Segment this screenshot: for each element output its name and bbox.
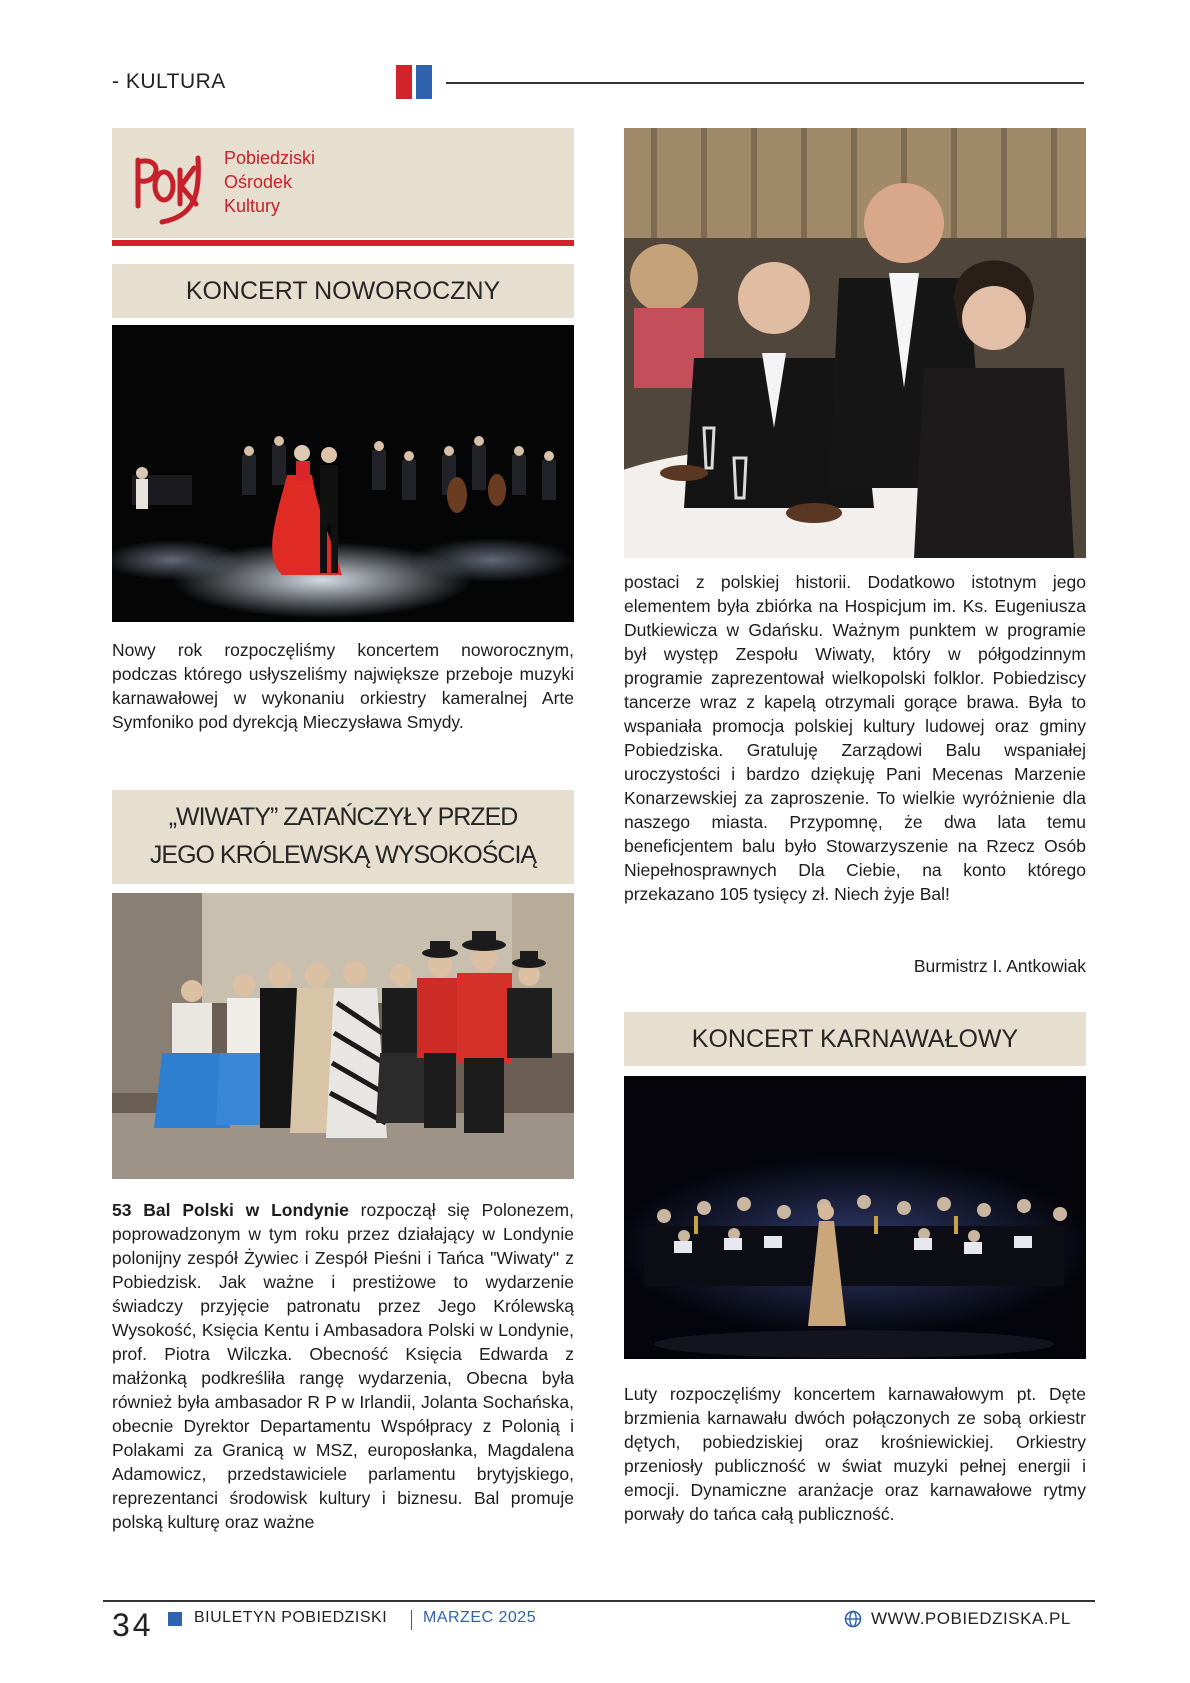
logo-text: [224, 146, 315, 218]
globe-icon: [844, 1610, 862, 1628]
footer-square-icon: [168, 1612, 182, 1626]
footer-date: MARZEC 2025: [423, 1609, 537, 1626]
title-koncert-noworoczny: KONCERT NOWOROCZNY: [112, 264, 574, 318]
photo-wiwaty-group: [112, 893, 574, 1179]
footer-title: BIULETYN POBIEDZISKI: [194, 1609, 388, 1626]
pok-logo-icon: [128, 146, 208, 230]
title-koncert-karnawalowy: KONCERT KARNAWAŁOWY: [624, 1012, 1086, 1066]
title-wiwaty-line-1: „WIWATY” ZATAŃCZYŁY PRZED: [168, 803, 518, 831]
flag-icon: [396, 65, 432, 99]
footer-separator: [411, 1610, 412, 1630]
body-wiwaty-text: rozpoczął się Polonezem, poprowadzonym w tym roku przez działający w Londynie polonijny zespół Żywiec i Zespół Pieśni i Tańca "Wiwaty" z Pobiedzisk. Jak ważne i prestiżowe to wydarzenie świadczy przyjęcie patronatu przez Jego Królewską Wysokość, Księcia Kentu i Ambasadora Polski w Londynie, prof. Piotra Wilczka. Obecność Księcia Edwarda z małżonką podkreśliła rangę wydarzenia, Obecna była również była ambasador R P w Irlandii, Jolanta Sochańska, obecnie Dyrektor Departamentu Współpracy z Polonią i Polakami za Granicą w MSZ, europosłanka, Magdalena Adamowicz, przedstawiciele parlamentu brytyjskiego, reprezentanci środowisk kultury i biznesu. Bal promuje polską kulturę oraz ważne: [112, 1200, 574, 1532]
body-koncert-karnawalowy: Luty rozpoczęliśmy koncertem karnawałowym pt. Dęte brzmienia karnawału dwóch połączonych ze sobą orkiestr dętych, pobiedziskiej oraz krośniewickiej. Orkiestry przeniosły publiczność w świat muzyki pełnej energii i emocji. Dynamiczne aranżacje oraz karnawałowe rytmy porwały do tańca całą publiczność.: [624, 1384, 1086, 1524]
body-wiwaty-lead: 53 Bal Polski w Londynie: [112, 1200, 349, 1220]
body-wiwaty-continuation: postaci z polskiej historii. Dodatkowo istotnym jego elementem była zbiórka na Hospicjum im. Ks. Eugeniusza Dutkiewicza w Gdańsku. Ważnym punktem w programie był występ Zespołu Wiwaty, który w półgodzinnym programie zaprezentował wielkopolski folklor. Pobiedziscy tancerze wraz z kapelą otrzymali gorące brawa. Była to wspaniała promocja polskiej kultury ludowej oraz gminy Pobiedziska. Gratuluję Zarządowi Balu wspaniałej uroczystości i bardzo dziękuję Pani Mecenas Marzenie Konarzewskiej za zaproszenie. To wielkie wyróżnienie dla naszego miasta. Przypomnę, że dwa lata temu beneficjentem balu było Stowarzyszenie na Rzecz Osób Niepełnosprawnych Dla Ciebie, na konto którego przekazano 105 tysięcy zł. Niech żyje Bal!: [624, 572, 1086, 904]
footer-url[interactable]: WWW.POBIEDZISKA.PL: [871, 1609, 1071, 1628]
body-koncert-noworoczny: Nowy rok rozpoczęliśmy koncertem noworocznym, podczas którego usłyszeliśmy największe przeboje muzyki karnawałowej w wykonaniu orkiestry kameralnej Arte Symfoniko pod dyrekcją Mieczysława Smydy.: [112, 640, 574, 732]
section-label: - KULTURA: [112, 70, 226, 93]
footer-rule: [103, 1600, 1095, 1602]
title-wiwaty: [112, 790, 574, 884]
photo-ball-guests: [624, 128, 1086, 558]
title-wiwaty-line-2: JEGO KRÓLEWSKĄ WYSOKOŚCIĄ: [149, 841, 537, 869]
signature: Burmistrz I. Antkowiak: [913, 956, 1086, 976]
logo-line-1: Pobiedziski: [224, 148, 316, 168]
body-wiwaty: [112, 1198, 574, 1534]
page-number: 34: [112, 1607, 154, 1643]
logo-line-3: Kultury: [224, 196, 281, 216]
logo-line-2: Ośrodek: [224, 172, 293, 192]
photo-wind-orchestra: [624, 1076, 1086, 1359]
header-rule: [446, 82, 1084, 84]
logo-stripe: [112, 240, 574, 246]
photo-orchestra-dancers: [112, 325, 574, 622]
